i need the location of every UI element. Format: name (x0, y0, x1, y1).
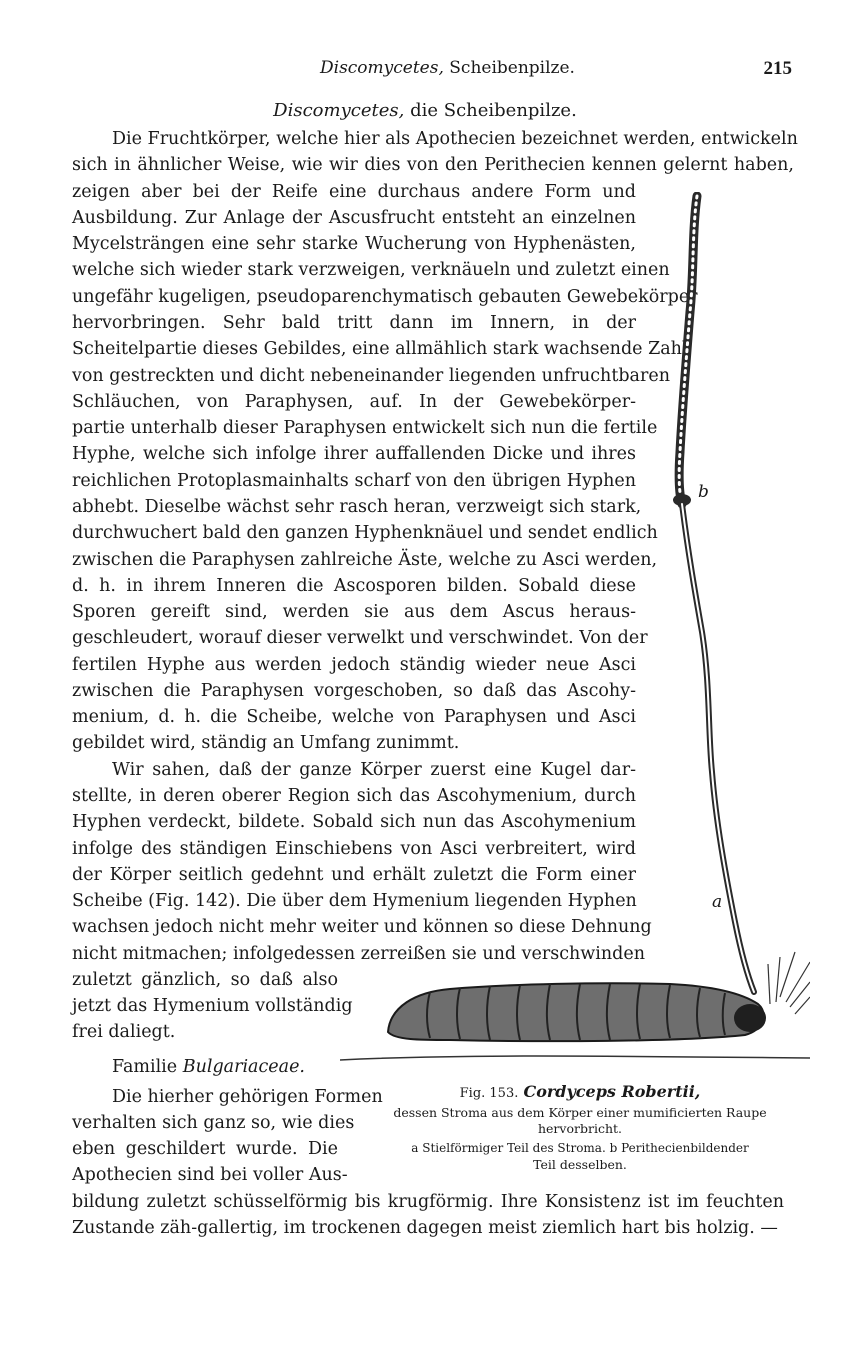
figure-caption-line: Teil desselben. (533, 1157, 627, 1172)
running-head-rest: Scheibenpilze. (449, 58, 575, 78)
section-title (0, 100, 850, 121)
caterpillar-body (388, 983, 764, 1041)
body-line: wachsen jedoch nicht mehr weiter und können so diese Dehnung (72, 917, 652, 937)
body-line: ungefähr kugeligen, pseudoparenchymatisch gebauten Gewebekörper (72, 287, 698, 307)
figure-label-a: a (712, 892, 723, 912)
body-line: zwischen die Paraphysen vorgeschoben, so daß das Ascohy- (72, 681, 636, 701)
figure-caption-line: a Stielförmiger Teil des Stroma. b Perithecienbildender (411, 1141, 749, 1155)
body-line: Mycelsträngen eine sehr starke Wucherung von Hyphenästen, (72, 234, 636, 254)
body-line: gebildet wird, ständig an Umfang zunimmt. (72, 733, 460, 753)
running-head-italic: Discomycetes, (320, 58, 444, 78)
body-line: Apothecien sind bei voller Aus- (72, 1165, 348, 1185)
figure-caption-line: hervorbricht. (537, 1121, 622, 1136)
figure-label-b: b (698, 482, 709, 502)
body-line: reichlichen Protoplasmainhalts scharf von den übrigen Hyphen (72, 471, 636, 491)
body-line: frei daliegt. (72, 1022, 176, 1042)
body-line: Scheibe (Fig. 142). Die über dem Hymenium liegenden Hyphen (72, 891, 637, 911)
body-line: Sporen gereift sind, werden sie aus dem Ascus heraus- (72, 602, 636, 622)
cordyceps-illustration (340, 192, 810, 1072)
page-number: 215 (763, 58, 792, 79)
section-title-italic: Discomycetes, (273, 100, 405, 121)
body-line: Schläuchen, von Paraphysen, auf. In der Gewebekörper- (72, 392, 636, 412)
body-line: bildung zuletzt schüsselförmig bis krugförmig. Ihre Konsistenz ist im feuchten (72, 1192, 784, 1212)
body-line: Wir sahen, daß der ganze Körper zuerst eine Kugel dar- (112, 760, 636, 780)
body-line: zeigen aber bei der Reife eine durchaus andere Form und (72, 182, 636, 202)
caterpillar-head (734, 1004, 766, 1032)
body-line: sich in ähnlicher Weise, wie wir dies von den Perithecien kennen gelernt haben, (72, 155, 794, 175)
body-line: Die Fruchtkörper, welche hier als Apothecien bezeichnet werden, entwickeln (112, 129, 798, 149)
body-line: Hyphen verdeckt, bildete. Sobald sich nun das Ascohymenium (72, 812, 636, 832)
body-line: von gestreckten und dicht nebeneinander liegenden unfruchtbaren (72, 366, 670, 386)
body-line: Die hierher gehörigen Formen (112, 1087, 383, 1107)
section-title-rest: die Scheibenpilze. (410, 100, 577, 121)
body-line: Ausbildung. Zur Anlage der Ascusfrucht entsteht an einzelnen (72, 208, 636, 228)
body-line: partie unterhalb dieser Paraphysen entwickelt sich nun die fertile (72, 418, 658, 438)
body-line: menium, d. h. die Scheibe, welche von Paraphysen und Asci (72, 707, 636, 727)
body-line: stellte, in deren oberer Region sich das Ascohymenium, durch (72, 786, 636, 806)
family-heading-name: Bulgariaceae. (182, 1057, 305, 1077)
body-line: Scheitelpartie dieses Gebildes, eine allmählich stark wachsende Zahl (72, 339, 688, 359)
body-line: geschleudert, worauf dieser verwelkt und verschwindet. Von der (72, 628, 648, 648)
body-line: d. h. in ihrem Inneren die Ascosporen bilden. Sobald diese (72, 576, 636, 596)
body-line: abhebt. Dieselbe wächst sehr rasch heran, verzweigt sich stark, (72, 497, 642, 517)
body-line: infolge des ständigen Einschiebens von Asci verbreitert, wird (72, 839, 636, 859)
figure-species: Cordyceps Robertii, (523, 1082, 701, 1101)
body-line: eben geschildert wurde. Die (72, 1139, 338, 1159)
body-line: verhalten sich ganz so, wie dies (72, 1113, 355, 1133)
figure-number: Fig. 153. (459, 1086, 519, 1101)
family-heading-prefix: Familie (112, 1057, 178, 1077)
grass-tuft (768, 952, 810, 1014)
running-head (320, 58, 575, 78)
body-line: der Körper seitlich gedehnt und erhält zuletzt die Form einer (72, 865, 636, 885)
figure-caption-line: dessen Stroma aus dem Körper einer mumificierten Raupe (393, 1105, 767, 1120)
body-line: welche sich wieder stark verzweigen, verknäueln und zuletzt einen (72, 260, 670, 280)
body-line: jetzt das Hymenium vollständig (72, 996, 353, 1016)
body-line: fertilen Hyphe aus werden jedoch ständig wieder neue Asci (72, 655, 636, 675)
body-line: hervorbringen. Sehr bald tritt dann im Innern, in der (72, 313, 636, 333)
body-line: nicht mitmachen; infolgedessen zerreißen sie und verschwinden (72, 944, 645, 964)
body-line: Zustande zäh-gallertig, im trockenen dagegen meist ziemlich hart bis holzig. — (72, 1218, 778, 1238)
body-line: Hyphe, welche sich infolge ihrer auffallenden Dicke und ihres (72, 444, 636, 464)
ground-line (340, 1056, 810, 1060)
body-line: durchwuchert bald den ganzen Hyphenknäuel und sendet endlich (72, 523, 658, 543)
body-line: zuletzt gänzlich, so daß also (72, 970, 338, 990)
figure-caption-title (360, 1082, 800, 1101)
family-heading (112, 1057, 305, 1077)
body-line: zwischen die Paraphysen zahlreiche Äste, welche zu Asci werden, (72, 550, 658, 570)
